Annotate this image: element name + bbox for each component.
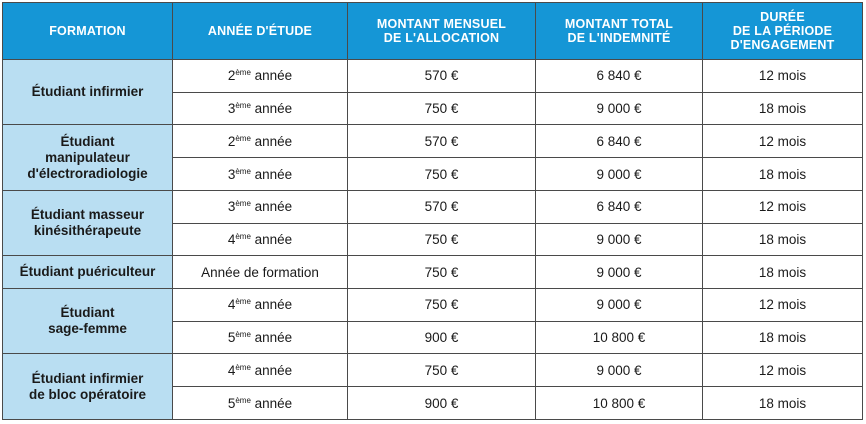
monthly-amount-cell: 570 € [348,125,536,158]
formation-line: manipulateur [45,149,130,165]
annee-cell [173,158,348,191]
year-text: année [250,101,293,117]
year-number: 3 [227,101,236,117]
formation-line: de bloc opératoire [28,386,147,402]
duration-cell: 12 mois [703,354,863,387]
table-header [3,3,863,60]
year-number: 2 [227,133,236,149]
header-annee-etude [173,3,348,60]
annee-cell [173,256,348,289]
monthly-amount-cell: 750 € [348,223,536,256]
year-text: année [250,330,293,346]
formation-line: kinésithérapeute [33,223,142,239]
year-superscript: ème [235,395,251,405]
year-text: année [250,166,293,182]
total-amount-cell: 6 840 € [536,125,703,158]
year-number: 3 [227,199,236,215]
header-line: DE LA PÉRIODE [732,24,833,38]
year-text: année [250,133,293,149]
year-number: 4 [227,362,236,378]
duration-cell: 12 mois [703,289,863,322]
formation-cell [3,125,173,190]
header-formation [3,3,173,60]
header-montant-total [536,3,703,60]
year-text: année [250,297,293,313]
annee-cell [173,125,348,158]
header-line: DE L'INDEMNITÉ [567,31,671,45]
year-superscript: ème [235,133,251,143]
formation-cell [3,256,173,289]
formation-line: Étudiant [60,305,115,321]
formation-line: Étudiant infirmier [31,84,144,100]
year-number: 2 [227,68,236,84]
formation-line: Étudiant infirmier [31,370,144,386]
year-number: 5 [227,330,236,346]
annee-cell [173,190,348,223]
duration-cell: 12 mois [703,190,863,223]
year-superscript: ème [235,101,251,111]
duration-cell: 18 mois [703,158,863,191]
duration-cell: 12 mois [703,125,863,158]
annee-cell [173,92,348,125]
year-text: année [250,395,293,411]
year-text: année [250,362,293,378]
year-number: 5 [227,395,236,411]
total-amount-cell: 9 000 € [536,354,703,387]
year-number: 4 [227,231,236,247]
header-row [3,3,863,60]
total-amount-cell: 10 800 € [536,321,703,354]
formation-cell [3,354,173,420]
header-duree [703,3,863,60]
duration-cell: 18 mois [703,321,863,354]
annee-cell [173,387,348,420]
duration-cell: 12 mois [703,60,863,93]
monthly-amount-cell: 570 € [348,60,536,93]
table-body [3,60,863,420]
table-row [3,190,863,223]
table-row [3,60,863,93]
annee-cell [173,289,348,322]
total-amount-cell: 9 000 € [536,158,703,191]
total-amount-cell: 6 840 € [536,190,703,223]
duration-cell: 18 mois [703,223,863,256]
header-line: D'ENGAGEMENT [730,38,835,52]
formation-cell [3,60,173,125]
year-superscript: ème [235,199,251,209]
table-row [3,256,863,289]
monthly-amount-cell: 900 € [348,321,536,354]
monthly-amount-cell: 750 € [348,354,536,387]
monthly-amount-cell: 750 € [348,256,536,289]
formation-line: Étudiant [60,133,115,149]
monthly-amount-cell: 750 € [348,158,536,191]
year-text: année [250,68,293,84]
formation-line: d'électroradiologie [27,165,148,181]
total-amount-cell: 9 000 € [536,256,703,289]
header-montant-mensuel [348,3,536,60]
year-superscript: ème [235,330,251,340]
year-superscript: ème [235,231,251,241]
header-line: DURÉE [760,10,805,24]
table-row [3,125,863,158]
duration-cell: 18 mois [703,387,863,420]
year-text: année [250,199,293,215]
monthly-amount-cell: 900 € [348,387,536,420]
monthly-amount-cell: 570 € [348,190,536,223]
year-number: 3 [227,166,236,182]
total-amount-cell: 6 840 € [536,60,703,93]
monthly-amount-cell: 750 € [348,92,536,125]
total-amount-cell: 10 800 € [536,387,703,420]
header-line: MONTANT TOTAL [564,17,674,31]
header-line: DE L'ALLOCATION [383,31,500,45]
year-number: 4 [227,297,236,313]
duration-cell: 18 mois [703,256,863,289]
annee-cell [173,321,348,354]
formation-cell [3,190,173,255]
year-superscript: ème [235,68,251,78]
formation-line: sage-femme [48,321,127,337]
year-text: Année de formation [201,264,319,280]
year-superscript: ème [235,362,251,372]
year-text: année [250,231,293,247]
formation-cell [3,289,173,354]
table-row [3,354,863,387]
year-superscript: ème [235,166,251,176]
monthly-amount-cell: 750 € [348,289,536,322]
annee-cell [173,60,348,93]
year-superscript: ème [235,297,251,307]
header-line: MONTANT MENSUEL [376,17,507,31]
header-line: FORMATION [49,24,126,38]
annee-cell [173,223,348,256]
table-row [3,289,863,322]
duration-cell: 18 mois [703,92,863,125]
total-amount-cell: 9 000 € [536,289,703,322]
formation-line: Étudiant masseur [30,207,145,223]
header-line: ANNÉE D'ÉTUDE [207,24,313,38]
total-amount-cell: 9 000 € [536,223,703,256]
annee-cell [173,354,348,387]
allowance-table [2,2,863,420]
total-amount-cell: 9 000 € [536,92,703,125]
formation-line: Étudiant puériculteur [19,264,156,280]
